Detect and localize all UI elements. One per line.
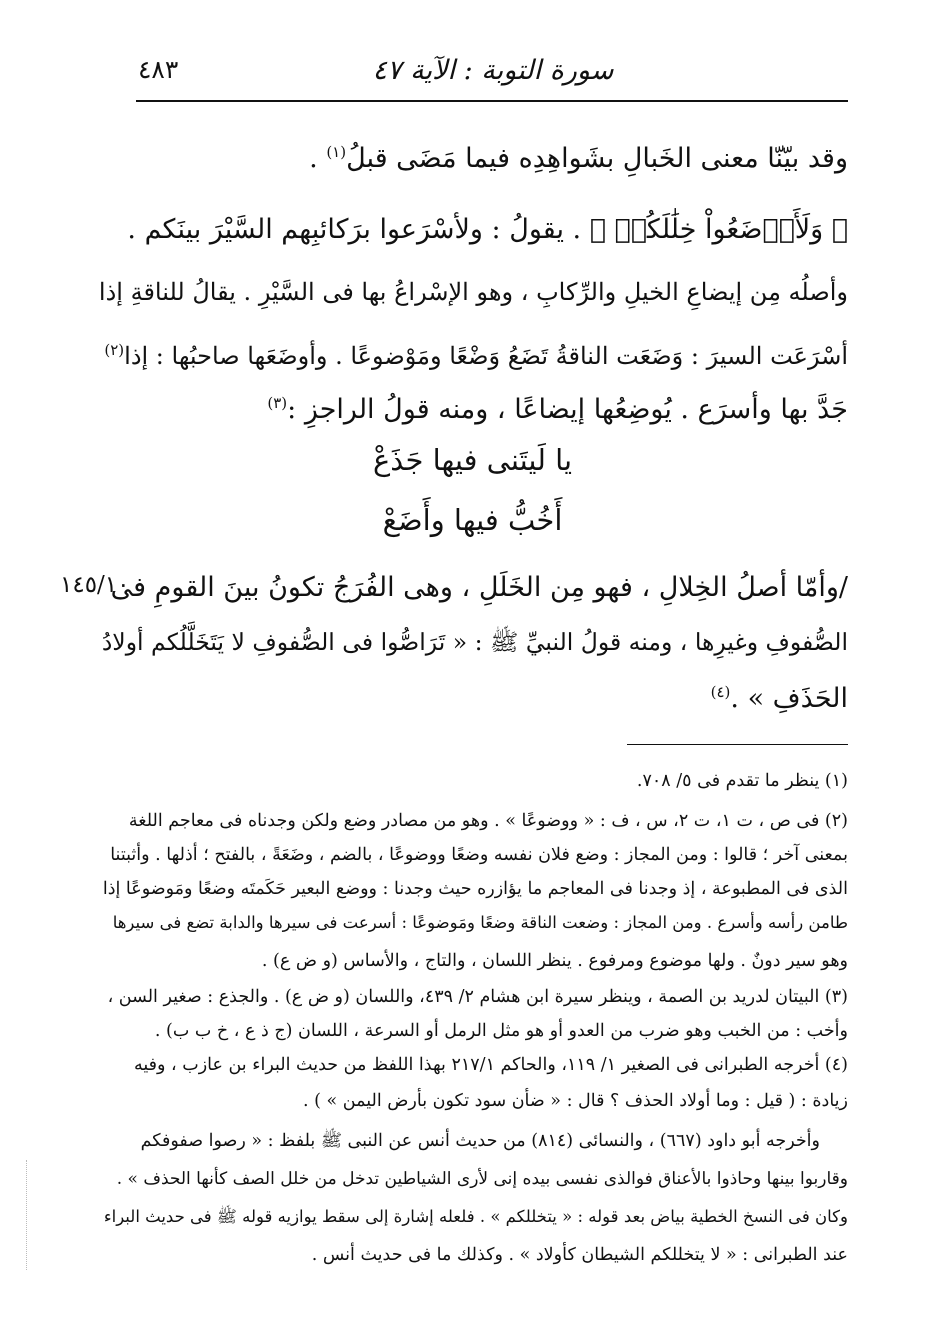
body-line-8: الحَذَفِ » .$^{(٤)}$ <box>710 683 848 714</box>
scan-margin-marks <box>26 1160 31 1270</box>
footnote-line: زيادة : ( قيل : وما أولاد الحذف ؟ قال : « ضأن سود تكون بأرض اليمن » ) . <box>303 1091 848 1111</box>
verse-line-2: أَخُبُّ فيها وأَضَعْ <box>382 503 563 537</box>
footnote-mark-4: (٤) <box>710 683 731 701</box>
footnote-line: وأخب : من الخبب وهو ضرب من العدو أو هو مثل الرمل أو السرعة ، اللسان (ج ذ ع ، خ ب ب) . <box>154 1021 848 1041</box>
verse-line-1: يا لَيتَنى فيها جَذَعْ <box>372 443 573 477</box>
footnote-separator <box>627 744 848 745</box>
footnote-mark-2: (٢) <box>104 341 125 359</box>
footnote-line: (١) ينظر ما تقدم فى ٥/ ٧٠٨. <box>636 771 848 791</box>
header-rule <box>136 100 848 102</box>
page-number: ٤٨٣ <box>138 55 179 84</box>
body-line-1: وقد بيّنّا معنى الخَبالِ بشَواهِدِه فيما مَضَى قبلُ$^{(١)}$ . <box>309 143 848 174</box>
footnote-mark-1: (١) <box>326 143 347 161</box>
footnote-mark-3: (٣) <box>267 394 288 412</box>
body-line-7: الصُّفوفِ وغيرِها ، ومنه قولُ النبيِّ ﷺ : « تَرَاصُّوا فى الصُّفوفِ لا يَتَخَلَّلُكم أولادُ <box>101 628 848 656</box>
footnote-line: بمعنى آخر ؛ قالوا : ومن المجاز : وضع فلان نفسه وضعًا ووضوعًا ، بالضم ، وضَعَةً ، بالفتح ؛ أذلها . وأثبتنا <box>110 845 848 865</box>
body-line-3: وأصلُه مِن إيضاعِ الخيلِ والرِّكابِ ، وهو الإسْراعُ بها فى السَّيْرِ . يقالُ للناقةِ إذا <box>98 278 848 306</box>
body-line-5: جَدَّ بها وأسرَع . يُوضِعُها إيضاعًا ، ومنه قولُ الراجزِ :$^{(٣)}$ <box>267 394 848 425</box>
footnote-line: الذى فى المطبوعة ، إذ وجدنا فى المعاجم ما يؤازره حيث وجدنا : ووضع البعير حَكَمتَه وضعًا ومَوضوعًا إذا <box>102 879 848 899</box>
body-line-4: أسْرَعَت السيرَ : وَضَعَت الناقةُ تَضَعُ وَضْعًا ومَوْضوعًا . وأوضَعَها صاحبُها : إذا$^{(٢)}$ <box>104 341 848 370</box>
page-header <box>138 55 848 95</box>
footnote-line: (٣) البيتان لدريد بن الصمة ، وينظر سيرة ابن هشام ٢/ ٤٣٩، واللسان (و ض ع) . والجذع : صغير السن ، <box>107 987 848 1007</box>
body-line-6: /وأمّا أصلُ الخِلالِ ، فهو مِن الخَلَلِ ، وهى الفُرَجُ تكونُ بينَ القومِ فى <box>110 572 848 603</box>
footnote-line: وأخرجه أبو داود (٦٦٧) ، والنسائى (٨١٤) من حديث أنس عن النبى ﷺ بلفظ : « رصوا صفوفكم <box>140 1131 820 1151</box>
footnote-line: طامن رأسه وأسرع . ومن المجاز : وضعت الناقة وضعًا ومَوضوعًا : أسرعت فى سيرها والدابة تضع فى سيرها <box>112 913 848 932</box>
footnote-line: وكان فى النسخ الخطية بياض بعد قوله : « يتخللكم » . فلعله إشارة إلى سقط يوازيه قوله ﷺ فى حديث البراء <box>103 1207 848 1226</box>
footnote-line: وهو سير دونٌ . ولها موضوع ومرفوع . ينظر اللسان ، والتاج ، والأساس (و ض ع) . <box>261 951 848 971</box>
running-title: سورة التوبة : الآية ٤٧ <box>372 55 614 86</box>
body-line-2: ﴿ وَلَأَوۡضَعُواْ خِلَٰلَكُمۡ ﴾ . يقولُ : ولأسْرَعوا برَكائبِهم السَّيْرَ بينَكم . <box>127 214 848 245</box>
footnote-line: عند الطبرانى : « لا يتخللكم الشيطان كأولاد » . وكذلك ما فى حديث أنس . <box>311 1245 848 1265</box>
footnote-line: (٢) فى ص ، ت ١، ت ٢، س ، ف : « ووضوعًا » . وهو من مصادر وضع ولكن وجدناه فى معاجم اللغة <box>128 811 848 831</box>
footnote-line: وقاربوا بينها وحاذوا بالأعناق فوالذى نفسى بيده إنى لأرى الشياطين تدخل من خلل الصف كأنها الحذف » . <box>116 1169 848 1189</box>
footnote-line: (٤) أخرجه الطبرانى فى الصغير ١/ ١١٩، والحاكم ٢١٧/١ بهذا اللفظ من حديث البراء بن عازب ، وفيه <box>133 1055 848 1075</box>
margin-reference: ١٤٥/١٠ <box>60 572 130 598</box>
